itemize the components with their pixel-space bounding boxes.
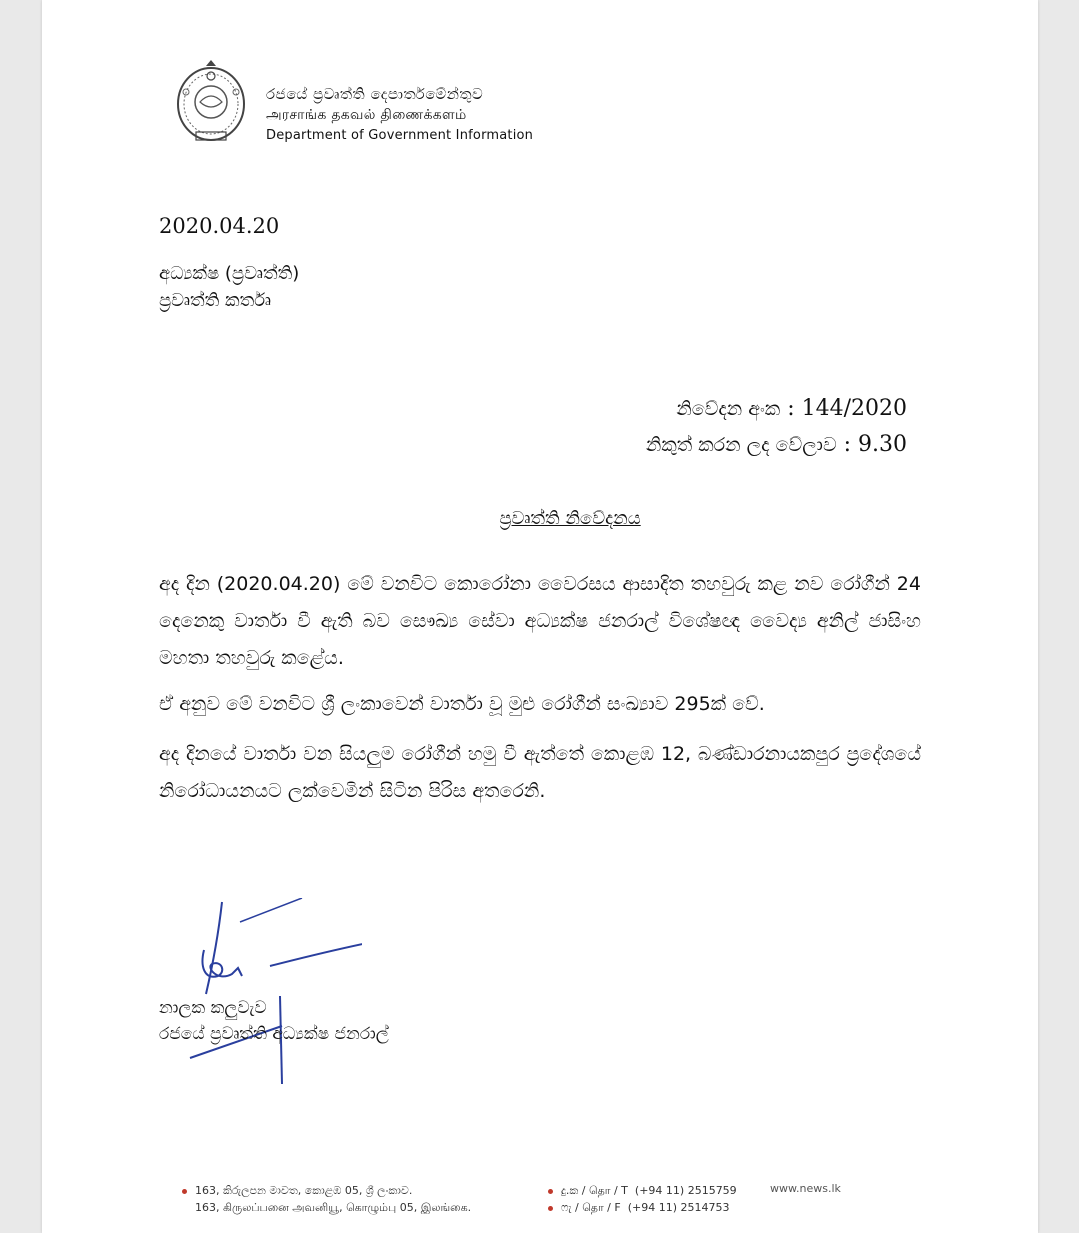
letterhead-text [266,84,533,145]
footer-contacts [548,1182,737,1216]
footer-address [182,1182,471,1216]
signatory-title: රජයේ ප්‍රවෘත්ති අධ්‍යක්ෂ ජනරාල් [159,1024,389,1044]
notice-number-row [676,396,907,421]
handwritten-signature [142,898,362,1088]
notice-number-label: නිවේදන අංක [676,398,781,420]
telephone-label: දු.ක / தொ / T [561,1184,628,1197]
recipient-line-1: අධ්‍යක්ෂ (ප්‍රවෘත්ති) [159,263,300,284]
issue-date: 2020.04.20 [159,214,280,238]
issue-time-value: : 9.30 [843,432,907,457]
fax-number: (+94 11) 2514753 [627,1201,730,1214]
address-sinhala: 163, කිරුලපන මාවත, කොළඹ 05, ශ්‍රී ලංකාව. [195,1184,413,1197]
signatory-name: නාලක කලුවැව [159,998,267,1018]
notice-number-value: : 144/2020 [787,396,907,421]
fax-label: ෆැ / தொ / F [561,1201,621,1214]
department-name-english: Department of Government Information [266,128,534,143]
footer-website[interactable]: www.news.lk [770,1182,841,1195]
document-page [42,0,1038,1233]
address-tamil: 163, கிருலப்பனை அவனியூ, கொழும்பு 05, இலங்கை. [195,1201,472,1214]
bullet-icon [182,1189,187,1194]
recipient-line-2: ප්‍රවෘත්ති කර්තෘ [159,290,272,311]
telephone-number: (+94 11) 2515759 [634,1184,737,1197]
body-paragraph-3: අද දිනයේ වාර්තා වන සියලුම රෝගීන් හමු වී ඇත්තේ කොළඹ 12, බණ්ඩාරනායකපුර ප්‍රදේශයේ නිරෝධායනයට ලක්වෙමින් සිටින පිරිස අතරෙනි. [159,743,921,802]
department-name-tamil: அரசாங்க தகவல் திணைக்களம் [266,107,467,123]
notice-heading: ප්‍රවෘත්ති නිවේදනය [499,508,641,529]
government-seal-icon [172,56,250,148]
issue-time-row [646,432,907,457]
body-paragraph-2: ඒ අනුව මේ වනවිට ශ්‍රී ලංකාවෙන් වාර්තා වූ මුළු රෝගීන් සංඛ්‍යාව 295ක් වේ. [159,693,765,715]
bullet-icon [548,1189,553,1194]
letterhead [172,56,572,148]
issue-time-label: නිකුත් කරන ලද වේලාව [645,434,837,456]
bullet-icon [548,1206,553,1211]
department-name-sinhala: රජයේ ප්‍රවෘත්ති දෙපාර්තමේන්තුව [266,85,484,103]
body-paragraph-1: අද දින (2020.04.20) මේ වනවිට කොරෝනා වෛරසය ආසාදිත තහවුරු කළ නව රෝගීන් 24 දෙනෙකු වාර්තා වී ඇති බව සෞඛ්‍ය සේවා අධ්‍යක්ෂ ජනරාල් විශේෂඥ වෛද්‍ය අනිල් ජාසිංහ මහතා තහවුරු කළේය. [159,573,921,669]
